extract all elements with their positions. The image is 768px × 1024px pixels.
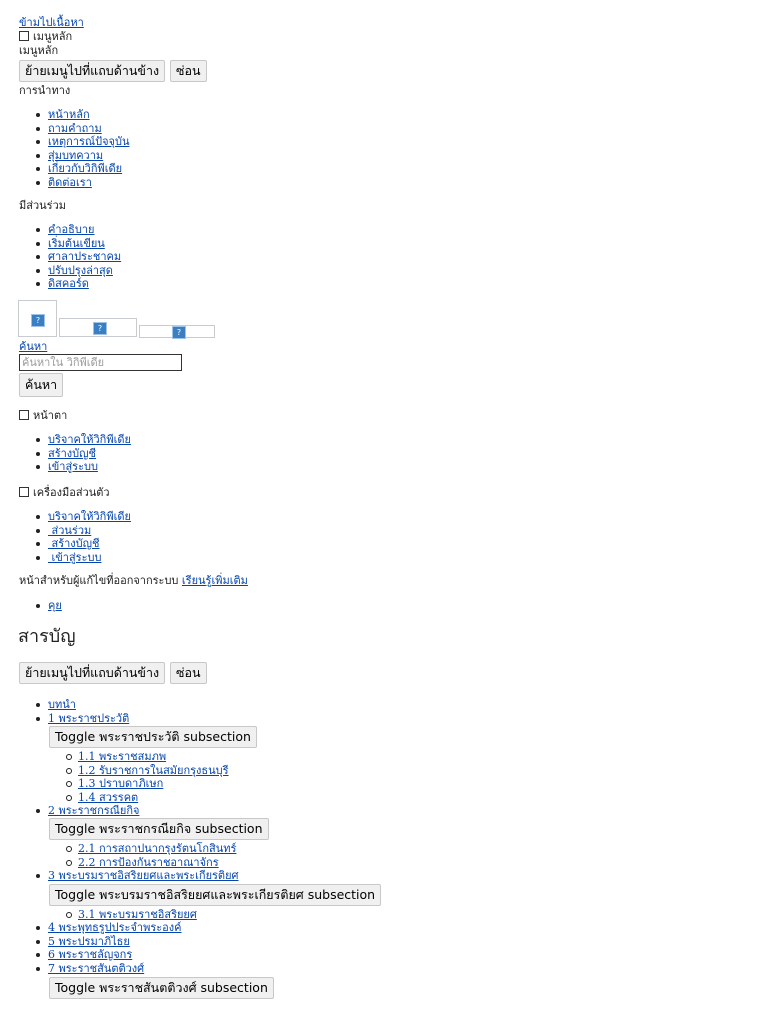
personal-tools-toggle[interactable] <box>19 486 110 500</box>
contribute-link-help[interactable]: คำอธิบาย <box>48 223 95 236</box>
logo-wordmark <box>59 318 137 337</box>
toc-link-section-2-1[interactable]: 2.1 การสถาปนากรุงรัตนโกสินทร์ <box>78 842 237 855</box>
toc-subitem <box>78 750 229 764</box>
list-item <box>48 599 62 613</box>
create-account-link[interactable]: สร้างบัญชี <box>48 446 96 460</box>
toc-link-section-6[interactable]: 6 พระราชลัญจกร <box>48 948 133 961</box>
toc-link-section-3[interactable]: 3 พระบรมราชอิสริยยศและพระเกียรติยศ <box>48 869 239 882</box>
toc-toggle-section-7-button[interactable]: Toggle พระราชสันตติวงศ์ subsection <box>49 977 274 999</box>
toc-link-section-1-4[interactable]: 1.4 สวรรคต <box>78 790 139 804</box>
contribute-link-community-portal[interactable]: ศาลาประชาคม <box>48 250 122 263</box>
toc-sublist-1 <box>78 750 229 804</box>
navigation-item <box>48 176 129 190</box>
navigation-item <box>48 149 129 163</box>
navigation-item <box>48 108 129 122</box>
toc-list <box>48 804 139 818</box>
donate-link[interactable]: บริจาคให้วิกิพีเดีย <box>48 433 131 446</box>
list-item <box>48 433 131 447</box>
personal-login-link[interactable]: เข้าสู่ระบบ <box>48 550 102 564</box>
appearance-list <box>48 433 131 474</box>
toc-subitem <box>78 791 229 805</box>
toc-item <box>48 935 182 949</box>
toc-item <box>48 869 239 883</box>
toc-link-section-3-1[interactable]: 3.1 พระบรมราชอิสริยยศ <box>78 908 197 921</box>
skip-to-content-link[interactable]: ข้ามไปเนื้อหา <box>19 16 84 29</box>
list-item <box>48 551 131 565</box>
toc-link-section-1-2[interactable]: 1.2 รับราชการในสมัยกรุงธนบุรี <box>78 763 229 777</box>
broken-image-icon: ? <box>31 314 45 327</box>
logo-image <box>18 300 57 337</box>
appearance-label: หน้าตา <box>33 409 68 422</box>
navigation-list <box>48 108 129 189</box>
nav-link-random-article[interactable]: สุ่มบทความ <box>48 148 104 162</box>
personal-tools-list <box>48 510 131 564</box>
toc-item <box>48 948 182 962</box>
list-item <box>48 447 131 461</box>
nav-link-current-events[interactable]: เหตุการณ์ปัจจุบัน <box>48 135 130 148</box>
toc-item <box>48 962 182 976</box>
toc-link-section-1-3[interactable]: 1.3 ปราบดาภิเษก <box>78 777 164 790</box>
toc-item <box>48 921 182 935</box>
move-to-sidebar-button[interactable]: ย้ายเมนูไปที่แถบด้านข้าง <box>19 60 165 82</box>
toc-move-to-sidebar-button[interactable]: ย้ายเมนูไปที่แถบด้านข้าง <box>19 662 165 684</box>
toc-link-section-1-1[interactable]: 1.1 พระราชสมภพ <box>78 750 167 763</box>
toc-subitem <box>78 842 236 856</box>
toc-link-section-2-2[interactable]: 2.2 การป้องกันราชอาณาจักร <box>78 855 219 869</box>
nav-link-ask-question[interactable]: ถามคำถาม <box>48 121 102 135</box>
broken-image-icon: ? <box>172 326 186 339</box>
logged-out-notice-text: หน้าสำหรับผู้แก้ไขที่ออกจากระบบ <box>19 574 182 587</box>
login-link[interactable]: เข้าสู่ระบบ <box>48 460 98 473</box>
list-item <box>48 537 131 551</box>
learn-more-link[interactable]: เรียนรู้เพิ่มเติม <box>181 574 248 587</box>
contribute-link-start-writing[interactable]: เริ่มต้นเขียน <box>48 236 105 250</box>
toc-link-section-7[interactable]: 7 พระราชสันตติวงศ์ <box>48 961 145 975</box>
navigation-item <box>48 162 129 176</box>
main-menu-checkbox[interactable] <box>19 31 29 41</box>
toc-hide-button[interactable]: ซ่อน <box>170 662 207 684</box>
contribute-link-discord[interactable]: ดิสคอร์ด <box>48 277 89 290</box>
personal-donate-link[interactable]: บริจาคให้วิกิพีเดีย <box>48 510 131 523</box>
logged-out-notice <box>19 574 248 588</box>
nav-link-contact-us[interactable]: ติดต่อเรา <box>48 175 92 189</box>
navigation-heading: การนำทาง <box>19 84 71 97</box>
list-item <box>48 524 131 538</box>
personal-contributions-link[interactable]: ส่วนร่วม <box>48 523 92 537</box>
contribute-list <box>48 223 121 291</box>
talk-link[interactable]: คุย <box>48 599 62 612</box>
toc-subitem <box>78 908 197 922</box>
toc-sublist-3 <box>78 908 197 922</box>
logo-link[interactable] <box>18 300 218 340</box>
toc-link-intro[interactable]: บทนำ <box>48 698 76 711</box>
toc-list <box>48 921 182 975</box>
toc-toggle-section-3-button[interactable]: Toggle พระบรมราชอิสริยยศและพระเกียรติยศ subsection <box>49 884 381 906</box>
broken-image-icon: ? <box>93 322 107 335</box>
toc-subitem <box>78 856 236 870</box>
toc-subitem <box>78 777 229 791</box>
appearance-checkbox[interactable] <box>19 410 29 420</box>
toc-heading: สารบัญ <box>18 626 76 647</box>
toc-item <box>48 712 129 726</box>
toc-item <box>48 804 139 818</box>
toc-item <box>48 698 129 712</box>
contribute-item <box>48 223 121 237</box>
contribute-item <box>48 237 121 251</box>
search-link[interactable]: ค้นหา <box>19 340 48 353</box>
talk-list <box>48 599 62 613</box>
contribute-heading: มีส่วนร่วม <box>19 199 66 212</box>
search-input[interactable] <box>19 354 182 371</box>
list-item <box>48 510 131 524</box>
list-item <box>48 460 131 474</box>
main-menu-checkbox-label: เมนูหลัก <box>33 30 73 43</box>
main-menu-heading: เมนูหลัก <box>19 44 59 57</box>
navigation-item <box>48 122 129 136</box>
toc-link-section-5[interactable]: 5 พระปรมาภิไธย <box>48 934 130 948</box>
toc-link-section-2[interactable]: 2 พระราชกรณียกิจ <box>48 804 140 817</box>
personal-tools-label: เครื่องมือส่วนตัว <box>33 486 110 499</box>
personal-create-account-link[interactable]: สร้างบัญชี <box>48 537 100 550</box>
search-button[interactable]: ค้นหา <box>19 373 63 397</box>
main-menu-toggle[interactable] <box>19 30 72 44</box>
navigation-item <box>48 135 129 149</box>
contribute-item <box>48 277 121 291</box>
toc-subitem <box>78 764 229 778</box>
contribute-item <box>48 250 121 264</box>
contribute-link-recent-changes[interactable]: ปรับปรุงล่าสุด <box>48 263 113 277</box>
toc-list <box>48 869 239 883</box>
toc-link-section-4[interactable]: 4 พระพุทธรูปประจำพระองค์ <box>48 921 182 934</box>
toc-toggle-section-2-button[interactable]: Toggle พระราชกรณียกิจ subsection <box>49 818 269 840</box>
appearance-toggle[interactable] <box>19 409 67 423</box>
contribute-item <box>48 264 121 278</box>
hide-menu-button[interactable]: ซ่อน <box>170 60 207 82</box>
personal-tools-checkbox[interactable] <box>19 487 29 497</box>
logo-tagline <box>139 325 215 338</box>
toc-toggle-section-1-button[interactable]: Toggle พระราชประวัติ subsection <box>49 726 257 748</box>
toc-list <box>48 698 129 725</box>
toc-link-section-1[interactable]: 1 พระราชประวัติ <box>48 711 130 725</box>
nav-link-about-wikipedia[interactable]: เกี่ยวกับวิกิพีเดีย <box>48 162 123 175</box>
toc-sublist-2 <box>78 842 236 869</box>
nav-link-main-page[interactable]: หน้าหลัก <box>48 108 90 121</box>
